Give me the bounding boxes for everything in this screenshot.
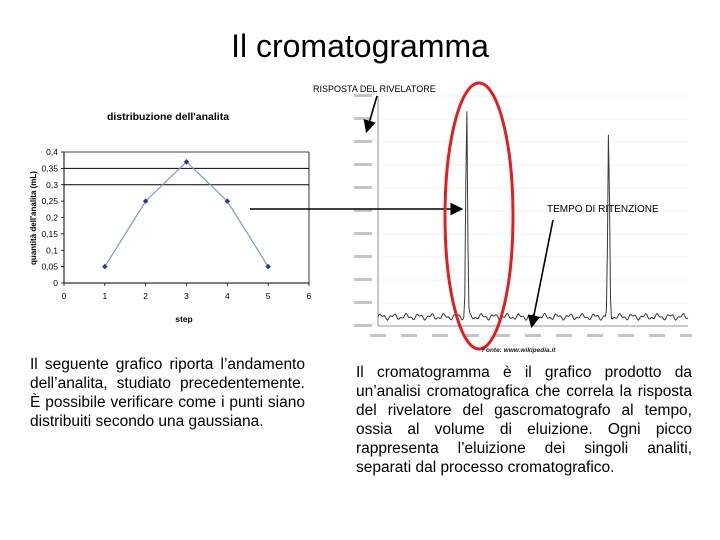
left-paragraph: Il seguente grafico riporta l’andamento dell’analita, studiato precedentemente. È possibile verificare come i punti siano distribuiti secondo una gaussiana.: [30, 356, 305, 430]
x-tick-label: 6: [306, 291, 312, 301]
y-tick-label: 0,25: [41, 196, 58, 207]
detector-response-label: RISPOSTA DEL RIVELATORE: [313, 84, 436, 94]
retention-time-label: TEMPO DI RITENZIONE: [547, 204, 659, 215]
x-tick-label: 5: [265, 291, 271, 301]
y-tick-label: 0,4: [46, 147, 58, 157]
y-tick-label: 0,1: [46, 245, 58, 256]
x-tick-label: 3: [184, 291, 189, 301]
x-tick-label: 0: [61, 291, 67, 301]
y-axis-label: quantità dell'analita (mL): [29, 171, 38, 265]
chart-title: distribuzione dell'analita: [106, 111, 230, 123]
y-tick-label: 0,35: [41, 163, 58, 174]
right-paragraph: Il cromatogramma è il grafico prodotto da un’analisi cromatografica che correla la risposta del rivelatore del gascromatografo al tempo, ossia al volume di eluizione. Ogni picco rappresenta l’eluizione dei singoli analiti, separati dal processo cromatografico.: [356, 364, 692, 476]
peak-highlight-ellipse: [445, 83, 513, 349]
detector-response-arrow: [367, 96, 377, 130]
y-tick-label: 0,2: [46, 212, 58, 223]
x-axis-label: step: [175, 314, 193, 324]
slide-title: Il cromatogramma: [231, 28, 489, 64]
y-tick-label: 0,3: [46, 179, 58, 190]
x-tick-label: 4: [224, 291, 230, 301]
y-tick-label: 0,15: [41, 228, 58, 239]
source-caption: Fonte: www.wikipedia.it: [482, 347, 556, 354]
x-tick-label: 1: [102, 291, 108, 301]
x-tick-label: 2: [143, 291, 149, 301]
y-tick-label: 0,05: [41, 261, 58, 272]
retention-time-arrow: [532, 220, 553, 325]
y-tick-label: 0: [53, 278, 58, 288]
